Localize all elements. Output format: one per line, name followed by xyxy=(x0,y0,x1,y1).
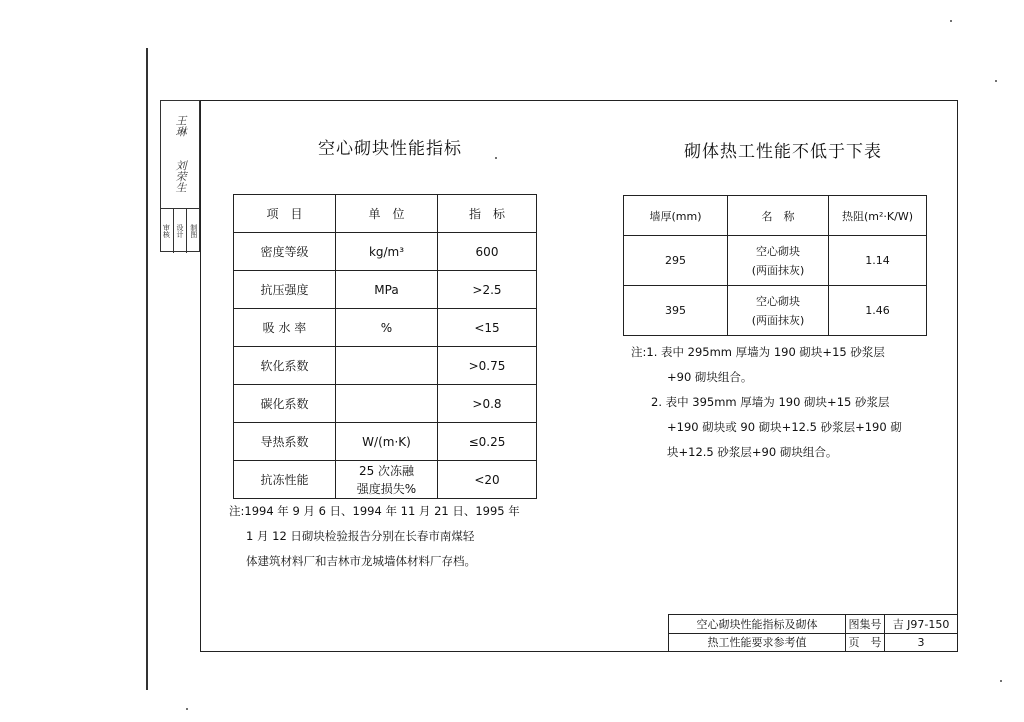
row-value: >2.5 xyxy=(438,271,537,309)
scan-speck xyxy=(950,20,952,22)
row-item: 抗冻性能 xyxy=(234,461,336,499)
row-item: 软化系数 xyxy=(234,347,336,385)
row-unit xyxy=(336,347,438,385)
row-item: 导热系数 xyxy=(234,423,336,461)
row-value: ≤0.25 xyxy=(438,423,537,461)
row-unit: 25 次冻融 强度损失% xyxy=(336,461,438,499)
row-name: 空心砌块 (两面抹灰) xyxy=(728,286,829,336)
row-thickness: 295 xyxy=(624,236,728,286)
row-resistance: 1.14 xyxy=(829,236,927,286)
left-title: 空心砌块性能指标 xyxy=(318,139,462,159)
row-value: <20 xyxy=(438,461,537,499)
table-header-row xyxy=(234,195,537,233)
table-header-row xyxy=(624,196,927,236)
row-unit xyxy=(336,385,438,423)
right-note-line-3: 2. 表中 395mm 厚墙为 190 砌块+15 砂浆层 xyxy=(651,395,890,409)
row-unit: W/(m·K) xyxy=(336,423,438,461)
row-item: 抗压强度 xyxy=(234,271,336,309)
row-thickness: 395 xyxy=(624,286,728,336)
row-unit: MPa xyxy=(336,271,438,309)
scan-speck xyxy=(495,157,497,159)
header-name: 名 称 xyxy=(728,196,829,236)
side-label-review: 审核 xyxy=(160,209,174,253)
row-item: 密度等级 xyxy=(234,233,336,271)
row-value: >0.8 xyxy=(438,385,537,423)
header-item: 项 目 xyxy=(234,195,336,233)
row-value: 600 xyxy=(438,233,537,271)
signature-2: 刘荣生 xyxy=(174,159,187,193)
table-row xyxy=(234,461,537,499)
row-unit: kg/m³ xyxy=(336,233,438,271)
header-unit: 单 位 xyxy=(336,195,438,233)
table-row xyxy=(234,271,537,309)
left-note-line-1: 注:1994 年 9 月 6 日、1994 年 11 月 21 日、1995 年 xyxy=(229,504,520,518)
left-note-line-2: 1 月 12 日砌块检验报告分别在长春市南煤轻 xyxy=(246,529,475,543)
table-row xyxy=(624,286,927,336)
table-row xyxy=(624,236,927,286)
left-note xyxy=(229,499,520,574)
row-item: 碳化系数 xyxy=(234,385,336,423)
signature-1: 王琳 xyxy=(174,115,187,137)
right-notes xyxy=(631,340,902,465)
thermal-table xyxy=(623,195,927,336)
title-block xyxy=(668,614,958,652)
right-note-line-4: +190 砌块或 90 砌块+12.5 砂浆层+190 砌 xyxy=(667,420,902,434)
row-item: 吸 水 率 xyxy=(234,309,336,347)
header-resistance: 热阻(m²·K/W) xyxy=(829,196,927,236)
side-label-drawing: 制图 xyxy=(189,224,198,238)
side-label-design: 设计 xyxy=(174,209,188,253)
atlas-value: 吉 J97-150 xyxy=(885,615,958,634)
table-row xyxy=(234,423,537,461)
right-title: 砌体热工性能不低于下表 xyxy=(684,142,882,162)
table-row xyxy=(234,347,537,385)
atlas-label: 图集号 xyxy=(846,615,885,634)
right-note-line-5: 块+12.5 砂浆层+90 砌块组合。 xyxy=(667,445,838,459)
scan-speck xyxy=(995,80,997,82)
signature-labels xyxy=(160,208,200,253)
right-note-line-2: +90 砌块组合。 xyxy=(667,370,753,384)
row-name: 空心砌块 (两面抹灰) xyxy=(728,236,829,286)
scan-speck xyxy=(186,708,188,710)
scan-speck xyxy=(1000,680,1002,682)
binding-margin-line xyxy=(146,48,148,690)
row-value: <15 xyxy=(438,309,537,347)
right-note-line-1: 注:1. 表中 295mm 厚墙为 190 砌块+15 砂浆层 xyxy=(631,345,885,359)
table-row xyxy=(234,385,537,423)
row-value: >0.75 xyxy=(438,347,537,385)
drawing-name-line-2: 热工性能要求参考值 xyxy=(669,633,846,652)
table-row xyxy=(234,233,537,271)
table-row xyxy=(234,309,537,347)
drawing-name-line-1: 空心砌块性能指标及砌体 xyxy=(669,615,846,634)
header-index: 指 标 xyxy=(438,195,537,233)
page-value: 3 xyxy=(885,633,958,652)
left-note-line-3: 体建筑材料厂和吉林市龙城墙体材料厂存档。 xyxy=(246,554,476,568)
performance-table xyxy=(233,194,537,499)
row-unit: % xyxy=(336,309,438,347)
page-label: 页 号 xyxy=(846,633,885,652)
header-thickness: 墙厚(mm) xyxy=(624,196,728,236)
row-resistance: 1.46 xyxy=(829,286,927,336)
